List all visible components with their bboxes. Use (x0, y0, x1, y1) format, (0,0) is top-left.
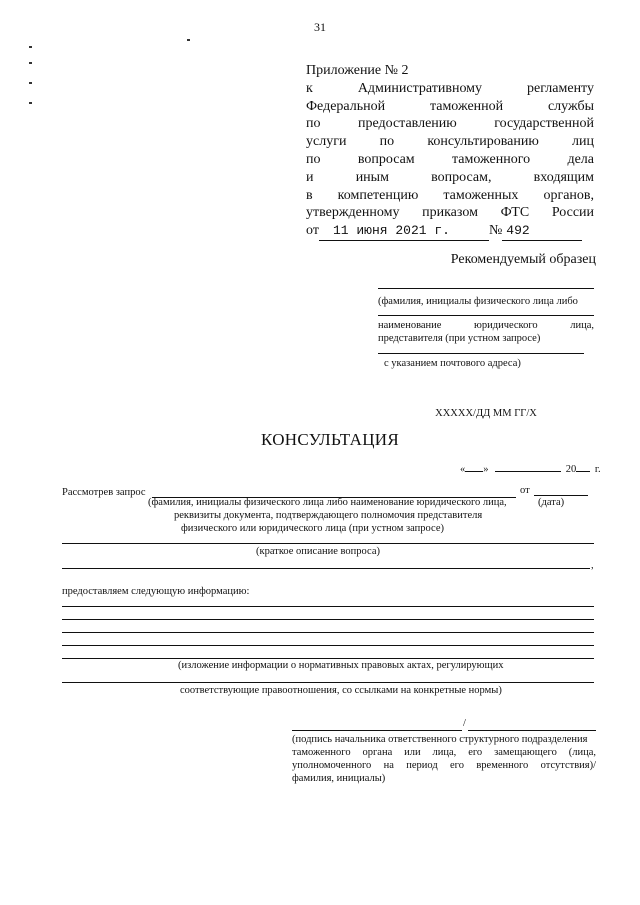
question-hint: (краткое описание вопроса) (256, 546, 380, 557)
order-number-label: № (488, 223, 503, 239)
appendix-line-4: услуги по консультированию лиц (306, 134, 595, 150)
signature-hint-4: фамилия, инициалы) (292, 773, 386, 784)
scan-mark (29, 82, 32, 84)
order-line (306, 222, 594, 241)
question-field-1[interactable] (62, 543, 594, 544)
scan-mark (29, 46, 32, 48)
signature-separator: / (463, 718, 466, 729)
order-number: 492 (502, 222, 582, 241)
appendix-line-7: в компетенцию таможенных органов, (306, 187, 595, 203)
info-line-3[interactable] (62, 632, 594, 633)
appendix-line-1: к Административному регламенту (306, 80, 594, 96)
request-hint-2: реквизиты документа, подтверждающего полномочия представителя (174, 510, 483, 521)
request-hint-3: физического или юридического лица (при устном запросе) (181, 523, 444, 534)
signature-field[interactable] (292, 730, 462, 731)
signature-hint (292, 733, 596, 785)
appendix-line-6: и иным вопросам, входящим (306, 169, 595, 185)
info-line-5[interactable] (62, 658, 594, 659)
trailing-comma: , (591, 560, 594, 571)
info-hint-1: (изложение информации о нормативных правовых актах, регулирующих (178, 660, 504, 671)
addressee-block (378, 288, 594, 370)
request-date-hint: (дата) (538, 497, 565, 508)
scan-mark (187, 39, 190, 41)
addressee-rule-3 (378, 353, 584, 354)
addressee-hint-1: (фамилия, инициалы физического лица либо (378, 296, 578, 307)
addressee-rule-1 (378, 288, 594, 289)
day-field[interactable] (465, 460, 483, 472)
info-label: предоставляем следующую информацию: (62, 586, 250, 597)
request-date-field[interactable] (534, 495, 588, 496)
page-number: 31 (314, 20, 326, 34)
addressee-hint-2: наименование юридического лица, (378, 320, 594, 331)
info-hint-2: соответствующие правоотношения, со ссылками на конкретные нормы) (180, 685, 502, 696)
year-field[interactable] (576, 460, 590, 472)
document-title: КОНСУЛЬТАЦИЯ (260, 430, 400, 449)
registration-code: ХХХХХ/ДД ММ ГГ/Х (435, 408, 537, 419)
recommended-sample-label: Рекомендуемый образец (450, 252, 596, 267)
appendix-line-8: утвержденному приказом ФТС России (306, 205, 595, 221)
appendix-block (306, 62, 594, 241)
scan-mark (29, 102, 32, 104)
addressee-hint-3: представителя (при устном запросе) (378, 333, 541, 344)
addressee-rule-2 (378, 315, 594, 316)
signature-hint-2: таможенного органа или лица, его замещающего (лица, (292, 747, 596, 758)
question-field-2[interactable] (62, 568, 590, 569)
signature-hint-3: уполномоченного на период его временного отсутствия)/ (292, 760, 597, 771)
appendix-line-2: Федеральной таможенной службы (306, 98, 594, 114)
signature-hint-1: (подпись начальника ответственного структурного подразделения (292, 734, 588, 745)
request-label: Рассмотрев запрос (62, 487, 146, 498)
appendix-line-3: по предоставлению государственной (306, 116, 594, 132)
month-field[interactable] (495, 460, 561, 472)
appendix-line-5: по вопросам таможенного дела (306, 151, 594, 167)
info-line-1[interactable] (62, 606, 594, 607)
info-line-4[interactable] (62, 645, 594, 646)
appendix-title: Приложение № 2 (306, 63, 409, 78)
info-line-2[interactable] (62, 619, 594, 620)
request-hint-1: (фамилия, инициалы физического лица либо наименование юридического лица, (148, 497, 507, 508)
scan-mark (29, 62, 32, 64)
date-line: « » 20 г. (460, 460, 601, 475)
order-prefix: от (306, 223, 319, 239)
order-date: 11 июня 2021 г. (319, 222, 489, 241)
info-line-6[interactable] (62, 682, 594, 683)
signature-name-field[interactable] (468, 730, 596, 731)
request-from-label: от (520, 485, 530, 496)
addressee-hint-4: с указанием почтового адреса) (384, 358, 521, 369)
